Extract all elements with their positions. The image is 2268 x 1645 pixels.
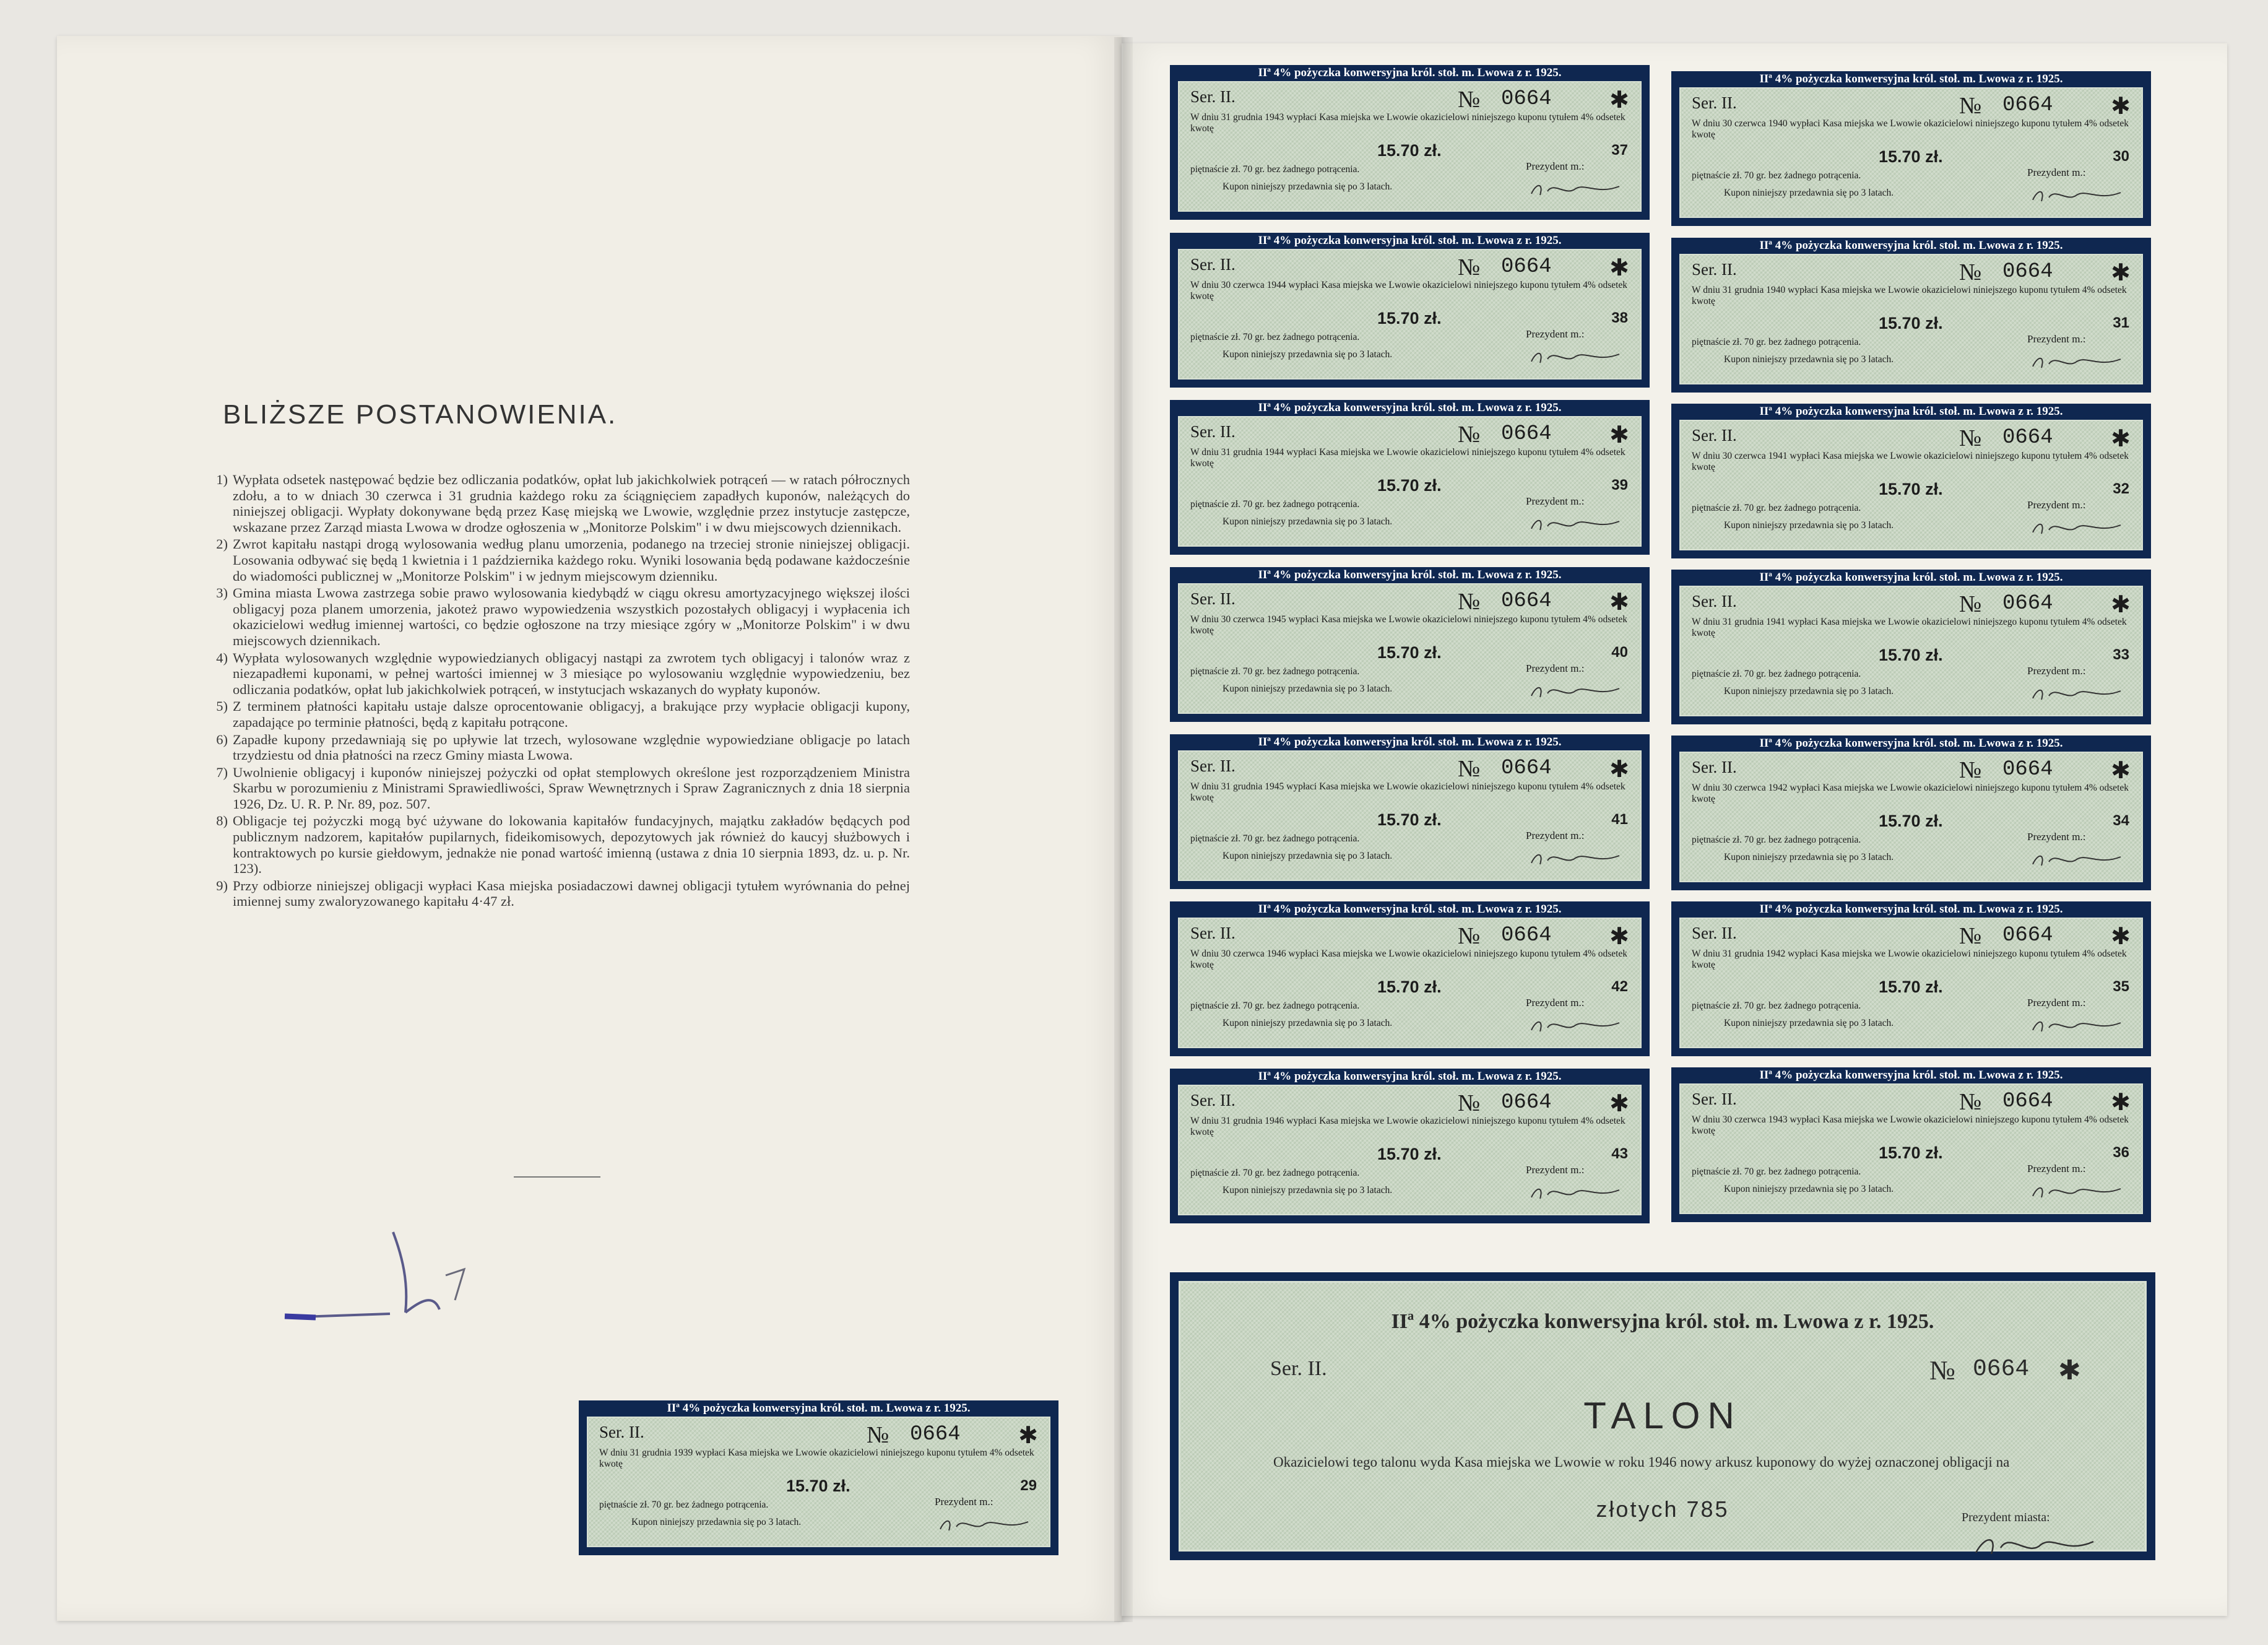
coupon-president-label: Prezydent m.:	[2027, 997, 2086, 1009]
signature-icon	[1529, 179, 1622, 197]
coupon-number: 33	[2113, 646, 2129, 663]
number-symbol: №	[1458, 87, 1481, 113]
coupon-text: W dniu 31 grudnia 1942 wypłaci Kasa miejska we Lwowie okazicielowi niniejszego kuponu tytułem 4% odsetek kwotę	[1692, 948, 2127, 970]
coupon-serial-number: 0664	[1501, 87, 1552, 111]
provision-text: Gmina miasta Lwowa zastrzega sobie prawo wylosowania kiedybądź w ciągu okresu amortyzacyjnego większej ilości obligacyj poza planem umorzenia, jakoteż prawo wypowiedzenia wszystkich pozostałych obligacyj i wypłacenia ich okazicielowi według imiennej wartości, co będzie ogłoszone na trzy miesiące zgóry w „Monitorze Polskim" i w dwu miejscowych dziennikach.	[233, 585, 910, 648]
interest-coupon	[1170, 65, 1650, 220]
provision-number: 7)	[216, 764, 228, 780]
coupon-president-label: Prezydent m.:	[1526, 160, 1585, 172]
signature-icon	[1973, 1529, 2097, 1558]
coupon-number: 40	[1611, 644, 1628, 661]
coupon-number: 36	[2113, 1144, 2129, 1161]
signature-icon	[1529, 1183, 1622, 1201]
coupon-body	[1178, 1085, 1642, 1215]
coupon-series: Ser. II.	[1190, 255, 1236, 274]
coupon-body	[1679, 752, 2143, 882]
coupon-series: Ser. II.	[1692, 592, 1737, 610]
coupon-body	[1679, 918, 2143, 1048]
coupon-amount: 15.70 zł.	[1879, 978, 1943, 996]
coupon-president-label: Prezydent m.:	[2027, 665, 2086, 677]
signature-icon	[1529, 1015, 1622, 1034]
coupon-president-label: Prezydent m.:	[2027, 1163, 2086, 1174]
coupon-header: IIª 4% pożyczka konwersyjna król. stoł. m. Lwowa z r. 1925.	[1258, 903, 1562, 916]
coupon-text: W dniu 31 grudnia 1939 wypłaci Kasa miejska we Lwowie okazicielowi niniejszego kuponu tytułem 4% odsetek kwotę	[599, 1448, 1034, 1469]
signature-icon	[2030, 684, 2123, 702]
coupon-series: Ser. II.	[1190, 924, 1236, 942]
number-symbol: №	[1929, 1355, 1955, 1386]
coupon-amount: 15.70 zł.	[1377, 141, 1442, 160]
coupon-prescription: Kupon niniejszy przedawnia się po 3 latach.	[1724, 686, 1894, 697]
talon-body	[1179, 1281, 2147, 1552]
coupon-serial-number: 0664	[2002, 924, 2053, 947]
provisions-title: BLIŻSZE POSTANOWIENIA.	[223, 399, 618, 430]
coupon-header: IIª 4% pożyczka konwersyjna król. stoł. m. Lwowa z r. 1925.	[1258, 568, 1562, 581]
signature-icon	[2030, 352, 2123, 370]
coupon-series: Ser. II.	[1190, 422, 1236, 441]
coupon-amount-words: piętnaście zł. 70 gr. bez żadnego potrącenia.	[1692, 337, 1861, 347]
coupon-amount: 15.70 zł.	[1377, 978, 1442, 996]
coupon-number: 38	[1611, 310, 1628, 326]
star-icon: ✱	[1609, 422, 1629, 448]
coupon-series: Ser. II.	[1692, 426, 1737, 445]
talon-number: 0664	[1973, 1356, 2030, 1382]
coupon-header: IIª 4% pożyczka konwersyjna król. stoł. m. Lwowa z r. 1925.	[1258, 66, 1562, 79]
coupon-prescription: Kupon niniejszy przedawnia się po 3 latach.	[1724, 1018, 1894, 1028]
interest-coupon	[1170, 901, 1650, 1056]
coupon-series: Ser. II.	[1190, 87, 1236, 106]
star-icon: ✱	[2058, 1355, 2081, 1386]
coupon-president-label: Prezydent m.:	[2027, 167, 2086, 178]
coupon-amount: 15.70 zł.	[786, 1477, 850, 1495]
coupon-number: 39	[1611, 477, 1628, 493]
provision-number: 8)	[216, 813, 228, 829]
coupon-series: Ser. II.	[1692, 758, 1737, 776]
number-symbol: №	[1959, 757, 1982, 783]
coupon-text: W dniu 31 grudnia 1940 wypłaci Kasa miejska we Lwowie okazicielowi niniejszego kuponu tytułem 4% odsetek kwotę	[1692, 285, 2127, 306]
coupon-header: IIª 4% pożyczka konwersyjna król. stoł. m. Lwowa z r. 1925.	[1258, 1070, 1562, 1083]
coupon-serial-number: 0664	[1501, 422, 1552, 446]
coupon-serial-number: 0664	[1501, 589, 1552, 613]
star-icon: ✱	[1609, 255, 1629, 281]
coupon-text: W dniu 31 grudnia 1945 wypłaci Kasa miejska we Lwowie okazicielowi niniejszego kuponu tytułem 4% odsetek kwotę	[1190, 781, 1625, 803]
talon-text: Okazicielowi tego talonu wyda Kasa miejska we Lwowie w roku 1946 nowy arkusz kuponowy do wyżej oznaczonej obligacji na	[1273, 1454, 2010, 1470]
interest-coupon	[1671, 71, 2151, 226]
coupon-number: 42	[1611, 978, 1628, 995]
coupon-serial-number: 0664	[2002, 592, 2053, 615]
talon-president-label: Prezydent miasta:	[1962, 1511, 2050, 1524]
coupon-number: 37	[1611, 142, 1628, 158]
number-symbol: №	[1458, 1090, 1481, 1116]
signature-icon	[2030, 1015, 2123, 1034]
coupon-header: IIª 4% pożyczka konwersyjna król. stoł. m. Lwowa z r. 1925.	[1759, 571, 2063, 584]
coupon-president-label: Prezydent m.:	[2027, 499, 2086, 511]
coupon-amount: 15.70 zł.	[1879, 646, 1943, 664]
provision-item	[204, 472, 910, 535]
provision-item	[204, 765, 910, 812]
number-symbol: №	[1959, 259, 1982, 285]
coupon-number: 32	[2113, 480, 2129, 497]
coupon-body	[1178, 81, 1642, 212]
coupon-header: IIª 4% pożyczka konwersyjna król. stoł. m. Lwowa z r. 1925.	[1759, 405, 2063, 418]
provision-text: Wypłata odsetek następować będzie bez odliczania podatków, opłat lub jakichkolwiek potrąceń — w ratach półrocznych zdołu, a to w dniach 30 czerwca i 31 grudnia każdego roku za ściągnięciem zapadłych kuponów, należących do niniejszej obligacji. Wypłaty dokonywane będą przez Kasę miejską we Lwowie, względnie przez instytucje zastępcze, wskazane przez Zarząd miasta Lwowa w drodze ogłoszenia w „Monitorze Polskim" i w dwu miejscowych dziennikach.	[233, 472, 910, 535]
number-symbol: №	[1458, 923, 1481, 949]
coupon-serial-number: 0664	[1501, 924, 1552, 947]
coupon-amount-words: piętnaście zł. 70 gr. bez żadnego potrącenia.	[1692, 669, 1861, 679]
coupon-text: W dniu 30 czerwca 1944 wypłaci Kasa miejska we Lwowie okazicielowi niniejszego kuponu tytułem 4% odsetek kwotę	[1190, 280, 1628, 302]
provision-text: Zwrot kapitału nastąpi drogą wylosowania według planu umorzenia, podanego na trzeciej stronie niniejszej obligacji. Losowania odbywać się będą 1 kwietnia i 1 października każdego roku. Wyniki losowania będą podawane każdocześnie do wiadomości publicznej w „Monitorze Polskim" i w jednym miejscowym dzienniku.	[233, 536, 910, 584]
coupon-prescription: Kupon niniejszy przedawnia się po 3 latach.	[1223, 516, 1393, 527]
coupon-serial-number: 0664	[2002, 1090, 2053, 1113]
interest-coupon	[1671, 238, 2151, 393]
provision-text: Wypłata wylosowanych względnie wypowiedzianych obligacyj nastąpi za zwrotem tych obligacyj i talonów wraz z niezapadłemi kuponami, w pełnej wartości imiennej w 3 miesiące po wylosowaniu względnie wypowiedzeniu, bez odliczania podatków, opłat lub jakichkolwiek potrąceń, w instytucjach wskazanych do wypłaty kuponów.	[233, 649, 910, 697]
coupon-amount: 15.70 zł.	[1879, 480, 1943, 498]
talon-series: Ser. II.	[1270, 1357, 1327, 1380]
signature-icon	[938, 1514, 1031, 1533]
coupon-prescription: Kupon niniejszy przedawnia się po 3 latach.	[1223, 181, 1393, 192]
coupon-amount: 15.70 zł.	[1377, 1145, 1442, 1163]
coupon-president-label: Prezydent m.:	[2027, 831, 2086, 843]
number-symbol: №	[1959, 425, 1982, 451]
coupon-amount-words: piętnaście zł. 70 gr. bez żadnego potrącenia.	[1190, 833, 1360, 844]
provision-text: Przy odbiorze niniejszej obligacji wypłaci Kasa miejska posiadaczowi dawnej obligacji tytułem wyrównania do pełnej imiennej sumy zwaloryzowanego kapitału 4·47 zł.	[233, 877, 910, 909]
coupon-series: Ser. II.	[1692, 260, 1737, 279]
coupon-amount-words: piętnaście zł. 70 gr. bez żadnego potrącenia.	[1190, 666, 1360, 677]
provision-number: 9)	[216, 877, 228, 893]
interest-coupon	[1170, 734, 1650, 889]
page-gutter	[1114, 37, 1133, 1622]
coupon-serial-number: 0664	[1501, 1091, 1552, 1114]
talon-amount: złotych 785	[1596, 1496, 1729, 1522]
coupon-amount-words: piętnaście zł. 70 gr. bez żadnego potrącenia.	[1190, 164, 1360, 175]
number-symbol: №	[1458, 756, 1481, 782]
provision-number: 6)	[216, 731, 228, 747]
coupon-amount: 15.70 zł.	[1377, 476, 1442, 495]
coupon-amount-words: piętnaście zł. 70 gr. bez żadnego potrącenia.	[1692, 170, 1861, 181]
coupon-amount-words: piętnaście zł. 70 gr. bez żadnego potrącenia.	[1190, 499, 1360, 510]
interest-coupon	[1170, 1069, 1650, 1223]
coupon-body	[1679, 254, 2143, 384]
coupon-body	[1679, 87, 2143, 218]
star-icon: ✱	[1609, 757, 1629, 783]
coupon-serial-number: 0664	[2002, 260, 2053, 284]
signature-icon	[2030, 1181, 2123, 1200]
coupon-text: W dniu 30 czerwca 1946 wypłaci Kasa miejska we Lwowie okazicielowi niniejszego kuponu tytułem 4% odsetek kwotę	[1190, 948, 1628, 970]
provision-number: 1)	[216, 472, 228, 487]
signature-icon	[2030, 518, 2123, 536]
coupon-serial-number: 0664	[910, 1423, 961, 1446]
divider-line	[514, 1176, 600, 1178]
coupon-president-label: Prezydent m.:	[935, 1496, 993, 1508]
number-symbol: №	[1458, 589, 1481, 615]
signature-icon	[1529, 848, 1622, 867]
interest-coupon	[1671, 1067, 2151, 1222]
coupon-prescription: Kupon niniejszy przedawnia się po 3 latach.	[1724, 354, 1894, 365]
coupon-series: Ser. II.	[1692, 93, 1737, 112]
star-icon: ✱	[2111, 592, 2131, 618]
star-icon: ✱	[2111, 758, 2131, 784]
star-icon: ✱	[1609, 924, 1629, 950]
provision-item	[204, 878, 910, 909]
signature-icon	[1529, 681, 1622, 700]
coupon-prescription: Kupon niniejszy przedawnia się po 3 latach.	[1223, 684, 1393, 694]
coupon-header: IIª 4% pożyczka konwersyjna król. stoł. m. Lwowa z r. 1925.	[667, 1402, 971, 1415]
coupon-serial-number: 0664	[1501, 255, 1552, 279]
interest-coupon	[1671, 736, 2151, 890]
interest-coupon	[1671, 570, 2151, 724]
star-icon: ✱	[2111, 924, 2131, 950]
coupon-amount: 15.70 zł.	[1377, 810, 1442, 829]
coupon-header: IIª 4% pożyczka konwersyjna król. stoł. m. Lwowa z r. 1925.	[1759, 737, 2063, 750]
coupon-serial-number: 0664	[1501, 757, 1552, 780]
interest-coupon	[579, 1400, 1058, 1555]
coupon-president-label: Prezydent m.:	[1526, 495, 1585, 507]
coupon-prescription: Kupon niniejszy przedawnia się po 3 latach.	[1223, 1018, 1393, 1028]
coupon-number: 41	[1611, 811, 1628, 828]
provision-item	[204, 698, 910, 730]
coupon-amount: 15.70 zł.	[1879, 314, 1943, 332]
coupon-body	[1178, 416, 1642, 547]
coupon-text: W dniu 30 czerwca 1945 wypłaci Kasa miejska we Lwowie okazicielowi niniejszego kuponu tytułem 4% odsetek kwotę	[1190, 614, 1628, 636]
coupon-header: IIª 4% pożyczka konwersyjna król. stoł. m. Lwowa z r. 1925.	[1759, 903, 2063, 916]
coupon-header: IIª 4% pożyczka konwersyjna król. stoł. m. Lwowa z r. 1925.	[1258, 401, 1562, 414]
interest-coupon	[1170, 567, 1650, 722]
coupon-text: W dniu 31 grudnia 1944 wypłaci Kasa miejska we Lwowie okazicielowi niniejszego kuponu tytułem 4% odsetek kwotę	[1190, 447, 1625, 469]
coupon-body	[1178, 583, 1642, 714]
star-icon: ✱	[1609, 589, 1629, 615]
coupon-text: W dniu 30 czerwca 1942 wypłaci Kasa miejska we Lwowie okazicielowi niniejszego kuponu tytułem 4% odsetek kwotę	[1692, 783, 2129, 804]
coupon-body	[1679, 1083, 2143, 1214]
coupon-text: W dniu 31 grudnia 1946 wypłaci Kasa miejska we Lwowie okazicielowi niniejszego kuponu tytułem 4% odsetek kwotę	[1190, 1116, 1625, 1137]
provision-item	[204, 813, 910, 876]
coupon-prescription: Kupon niniejszy przedawnia się po 3 latach.	[1724, 1184, 1894, 1194]
number-symbol: №	[1959, 591, 1982, 617]
coupon-text: W dniu 30 czerwca 1940 wypłaci Kasa miejska we Lwowie okazicielowi niniejszego kuponu tytułem 4% odsetek kwotę	[1692, 118, 2129, 140]
provision-text: Zapadłe kupony przedawniają się po upływie lat trzech, wylosowane względnie wypowiedziane obligacje po latach trzydziestu od dnia płatności na rzecz Gminy miasta Lwowa.	[233, 731, 910, 763]
coupon-amount: 15.70 zł.	[1879, 812, 1943, 830]
coupon-series: Ser. II.	[1190, 589, 1236, 608]
number-symbol: №	[1959, 923, 1982, 949]
coupon-header: IIª 4% pożyczka konwersyjna król. stoł. m. Lwowa z r. 1925.	[1759, 239, 2063, 252]
provision-text: Uwolnienie obligacyj i kuponów niniejszej pożyczki od opłat stemplowych określone jest rozporządzeniem Ministra Skarbu w porozumieniu z Ministrami Sprawiedliwości, Spraw Wewnętrznych i Spraw Zagranicznych z dnia 18 sierpnia 1926, Dz. U. R. P. Nr. 89, poz. 507.	[233, 764, 910, 812]
coupon-amount: 15.70 zł.	[1879, 1144, 1943, 1162]
coupon-amount: 15.70 zł.	[1879, 147, 1943, 166]
coupon-header: IIª 4% pożyczka konwersyjna król. stoł. m. Lwowa z r. 1925.	[1759, 72, 2063, 85]
signature-icon	[2030, 185, 2123, 204]
coupon-header: IIª 4% pożyczka konwersyjna król. stoł. m. Lwowa z r. 1925.	[1258, 234, 1562, 247]
star-icon: ✱	[2111, 260, 2131, 286]
provisions-list	[204, 472, 910, 911]
star-icon: ✱	[1609, 1091, 1629, 1117]
provision-text: Obligacje tej pożyczki mogą być używane do lokowania kapitałów fundacyjnych, majątku zakładów będących pod publicznym nadzorem, kapitałów pupilarnych, fideikomisowych, depozytowych jak również do kaucyj służbowych i kontraktowych po kursie giełdowym, jednakże nie ponad wartość imienną (ustawa z dnia 10 sierpnia 1893, dz. u. p. Nr. 123).	[233, 813, 910, 877]
talon-coupon	[1170, 1272, 2155, 1560]
provision-number: 5)	[216, 698, 228, 714]
provision-item	[204, 536, 910, 584]
coupon-body	[1178, 918, 1642, 1048]
star-icon: ✱	[1018, 1423, 1038, 1449]
coupon-president-label: Prezydent m.:	[1526, 662, 1585, 674]
interest-coupon	[1170, 233, 1650, 388]
coupon-prescription: Kupon niniejszy przedawnia się po 3 latach.	[1223, 349, 1393, 360]
handwritten-mark-icon	[279, 1207, 483, 1337]
coupon-president-label: Prezydent m.:	[1526, 997, 1585, 1009]
coupon-prescription: Kupon niniejszy przedawnia się po 3 latach.	[631, 1517, 802, 1527]
signature-icon	[1529, 514, 1622, 532]
interest-coupon	[1170, 400, 1650, 555]
coupon-text: W dniu 31 grudnia 1943 wypłaci Kasa miejska we Lwowie okazicielowi niniejszego kuponu tytułem 4% odsetek kwotę	[1190, 112, 1625, 134]
coupon-series: Ser. II.	[1190, 1091, 1236, 1109]
number-symbol: №	[1959, 1089, 1982, 1115]
coupon-amount: 15.70 zł.	[1377, 309, 1442, 328]
coupon-amount-words: piętnaście zł. 70 gr. bez żadnego potrącenia.	[1692, 835, 1861, 845]
coupon-body	[1178, 249, 1642, 380]
coupon-body	[1679, 420, 2143, 550]
coupon-series: Ser. II.	[599, 1423, 644, 1441]
coupon-number: 30	[2113, 148, 2129, 165]
coupon-amount-words: piętnaście zł. 70 gr. bez żadnego potrącenia.	[1190, 332, 1360, 342]
coupon-series: Ser. II.	[1692, 1090, 1737, 1108]
coupon-number: 43	[1611, 1145, 1628, 1162]
coupon-prescription: Kupon niniejszy przedawnia się po 3 latach.	[1724, 852, 1894, 862]
coupon-amount-words: piętnaście zł. 70 gr. bez żadnego potrącenia.	[1190, 1168, 1360, 1178]
coupon-serial-number: 0664	[2002, 93, 2053, 117]
star-icon: ✱	[1609, 87, 1629, 113]
coupon-number: 34	[2113, 812, 2129, 829]
provision-text: Z terminem płatności kapitału ustaje dalsze oprocentowanie obligacyj, a brakujące przy wypłacie obligacji kupony, zapadające po terminie płatności, będą z kapitału potrącone.	[233, 698, 910, 730]
provision-item	[204, 650, 910, 698]
provision-item	[204, 732, 910, 763]
provision-number: 2)	[216, 536, 228, 552]
provision-item	[204, 585, 910, 648]
coupon-text: W dniu 31 grudnia 1941 wypłaci Kasa miejska we Lwowie okazicielowi niniejszego kuponu tytułem 4% odsetek kwotę	[1692, 617, 2127, 638]
coupon-prescription: Kupon niniejszy przedawnia się po 3 latach.	[1223, 1185, 1393, 1196]
coupon-header: IIª 4% pożyczka konwersyjna król. stoł. m. Lwowa z r. 1925.	[1258, 736, 1562, 749]
coupon-body	[1178, 750, 1642, 881]
coupon-president-label: Prezydent m.:	[2027, 333, 2086, 345]
coupon-text: W dniu 30 czerwca 1943 wypłaci Kasa miejska we Lwowie okazicielowi niniejszego kuponu tytułem 4% odsetek kwotę	[1692, 1114, 2129, 1136]
signature-icon	[1529, 347, 1622, 365]
interest-coupon	[1671, 404, 2151, 558]
provision-number: 4)	[216, 649, 228, 666]
coupon-number: 35	[2113, 978, 2129, 995]
coupon-header: IIª 4% pożyczka konwersyjna król. stoł. m. Lwowa z r. 1925.	[1759, 1069, 2063, 1082]
coupon-prescription: Kupon niniejszy przedawnia się po 3 latach.	[1223, 851, 1393, 861]
coupon-amount-words: piętnaście zł. 70 gr. bez żadnego potrącenia.	[1190, 1000, 1360, 1011]
coupon-president-label: Prezydent m.:	[1526, 328, 1585, 340]
interest-coupon	[1671, 901, 2151, 1056]
coupon-body	[587, 1417, 1050, 1547]
coupon-amount-words: piętnaście zł. 70 gr. bez żadnego potrącenia.	[1692, 1166, 1861, 1177]
coupon-president-label: Prezydent m.:	[1526, 830, 1585, 841]
coupon-president-label: Prezydent m.:	[1526, 1164, 1585, 1176]
number-symbol: №	[1959, 93, 1982, 119]
coupon-prescription: Kupon niniejszy przedawnia się po 3 latach.	[1724, 520, 1894, 531]
coupon-amount-words: piętnaście zł. 70 gr. bez żadnego potrącenia.	[599, 1500, 769, 1510]
coupon-series: Ser. II.	[1692, 924, 1737, 942]
star-icon: ✱	[2111, 93, 2131, 119]
coupon-serial-number: 0664	[2002, 426, 2053, 449]
signature-icon	[2030, 849, 2123, 868]
coupon-text: W dniu 30 czerwca 1941 wypłaci Kasa miejska we Lwowie okazicielowi niniejszego kuponu tytułem 4% odsetek kwotę	[1692, 451, 2129, 472]
coupon-serial-number: 0664	[2002, 758, 2053, 781]
coupon-number: 29	[1020, 1477, 1037, 1494]
star-icon: ✱	[2111, 1090, 2131, 1116]
coupon-prescription: Kupon niniejszy przedawnia się po 3 latach.	[1724, 188, 1894, 198]
coupon-amount-words: piętnaście zł. 70 gr. bez żadnego potrącenia.	[1692, 1000, 1861, 1011]
coupon-series: Ser. II.	[1190, 757, 1236, 775]
coupon-amount: 15.70 zł.	[1377, 643, 1442, 662]
number-symbol: №	[867, 1422, 889, 1448]
coupon-body	[1679, 586, 2143, 716]
coupon-amount-words: piętnaście zł. 70 gr. bez żadnego potrącenia.	[1692, 503, 1861, 513]
number-symbol: №	[1458, 254, 1481, 280]
talon-heading: TALON	[1583, 1395, 1742, 1436]
coupon-number: 31	[2113, 315, 2129, 331]
provision-number: 3)	[216, 585, 228, 601]
number-symbol: №	[1458, 422, 1481, 448]
talon-title: IIª 4% pożyczka konwersyjna król. stoł. m. Lwowa z r. 1925.	[1391, 1310, 1934, 1333]
star-icon: ✱	[2111, 426, 2131, 452]
